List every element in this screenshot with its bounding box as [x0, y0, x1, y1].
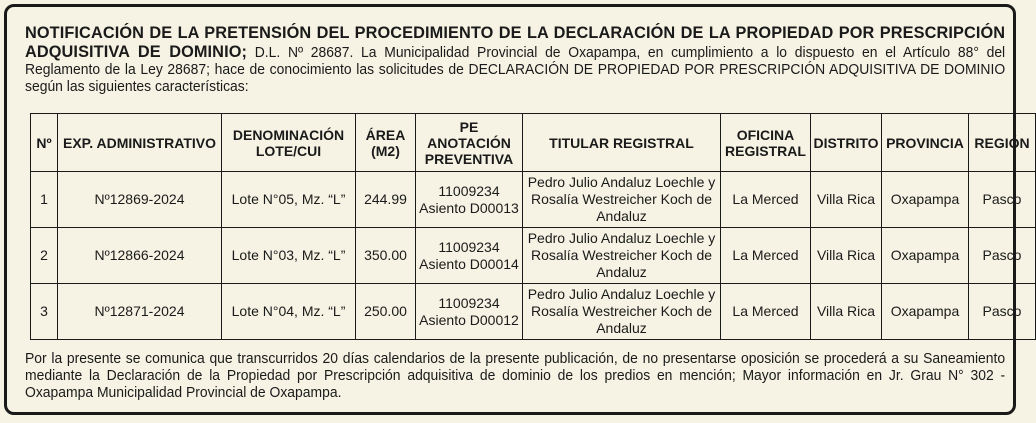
pe-asiento: Asiento D00012	[419, 311, 519, 328]
cell-oficina: La Merced	[721, 172, 811, 228]
cell-provincia: Oxapampa	[882, 284, 969, 340]
cell-area: 250.00	[356, 284, 416, 340]
header-distrito: DISTRITO	[811, 114, 882, 172]
cell-region: Pasco	[969, 172, 1036, 228]
cell-exp: Nº12871-2024	[58, 284, 222, 340]
intro-body: D.L. Nº 28687. La Municipalidad Provincial de Oxapampa, en cumplimiento a lo dispuesto en el Artículo 88° del Reglamento de la Ley 28687; hace de conocimiento las solicitudes de DECLARACIÓN DE PROPIEDAD POR PRESCRIPCIÓN ADQUISITIVA DE DOMINIO según las siguientes características:	[25, 45, 1006, 95]
cell-lote: Lote N°03, Mz. “L”	[222, 228, 356, 284]
header-region: REGIÓN	[969, 114, 1036, 172]
table-row	[31, 172, 1036, 228]
pe-asiento: Asiento D00013	[419, 199, 519, 216]
table-header-row	[31, 114, 1036, 172]
cell-lote: Lote N°05, Mz. “L”	[222, 172, 356, 228]
cell-titular: Pedro Julio Andaluz Loechle y Rosalía Westreicher Koch de Andaluz	[523, 172, 721, 228]
intro-paragraph	[25, 24, 1005, 96]
cell-oficina: La Merced	[721, 284, 811, 340]
cell-exp: Nº12866-2024	[58, 228, 222, 284]
cell-lote: Lote N°04, Mz. “L”	[222, 284, 356, 340]
cell-provincia: Oxapampa	[882, 228, 969, 284]
table-row	[31, 284, 1036, 340]
header-exp: EXP. ADMINISTRATIVO	[58, 114, 222, 172]
cell-num: 2	[31, 228, 58, 284]
cell-region: Pasco	[969, 284, 1036, 340]
header-num: Nº	[31, 114, 58, 172]
header-oficina: OFICINA REGISTRAL	[721, 114, 811, 172]
header-pe: PE ANOTACIÓN PREVENTIVA	[416, 114, 523, 172]
notice-frame	[4, 4, 1030, 415]
cell-distrito: Villa Rica	[811, 228, 882, 284]
cell-oficina: La Merced	[721, 228, 811, 284]
cell-titular: Pedro Julio Andaluz Loechle y Rosalía Westreicher Koch de Andaluz	[523, 284, 721, 340]
cell-num: 3	[31, 284, 58, 340]
header-provincia: PROVINCIA	[882, 114, 969, 172]
table-row	[31, 228, 1036, 284]
pe-number: 11009234	[438, 238, 500, 255]
cell-pe	[416, 172, 523, 228]
cell-titular: Pedro Julio Andaluz Loechle y Rosalía Westreicher Koch de Andaluz	[523, 228, 721, 284]
pe-number: 11009234	[438, 182, 500, 199]
cell-distrito: Villa Rica	[811, 284, 882, 340]
cell-area: 244.99	[356, 172, 416, 228]
cell-pe	[416, 228, 523, 284]
cell-distrito: Villa Rica	[811, 172, 882, 228]
cell-num: 1	[31, 172, 58, 228]
requests-table	[30, 113, 1036, 340]
header-area: ÁREA (M2)	[356, 114, 416, 172]
pe-number: 11009234	[438, 294, 500, 311]
closing-paragraph: Por la presente se comunica que transcurridos 20 días calendarios de la presente publicación, de no presentarse oposición se procederá a su Saneamiento mediante la Declaración de la Propiedad por Prescripción adquisitiva de dominio de los predios en mención; Mayor información en Jr. Grau N° 302 - Oxapampa Municipalidad Provincial de Oxapampa.	[25, 351, 1006, 401]
cell-pe	[416, 284, 523, 340]
cell-region: Pasco	[969, 228, 1036, 284]
header-titular: TITULAR REGISTRAL	[523, 114, 721, 172]
cell-exp: Nº12869-2024	[58, 172, 222, 228]
pe-asiento: Asiento D00014	[419, 255, 519, 272]
notice-title: NOTIFICACIÓN DE LA PRETENSIÓN DEL PROCEDIMIENTO DE LA DECLARACIÓN DE LA PROPIEDAD POR PRESCRIPCIÓN ADQUISITIVA DE DOMINIO;	[25, 23, 1006, 61]
cell-area: 350.00	[356, 228, 416, 284]
header-lote: DENOMINACIÓN LOTE/CUI	[222, 114, 356, 172]
cell-provincia: Oxapampa	[882, 172, 969, 228]
